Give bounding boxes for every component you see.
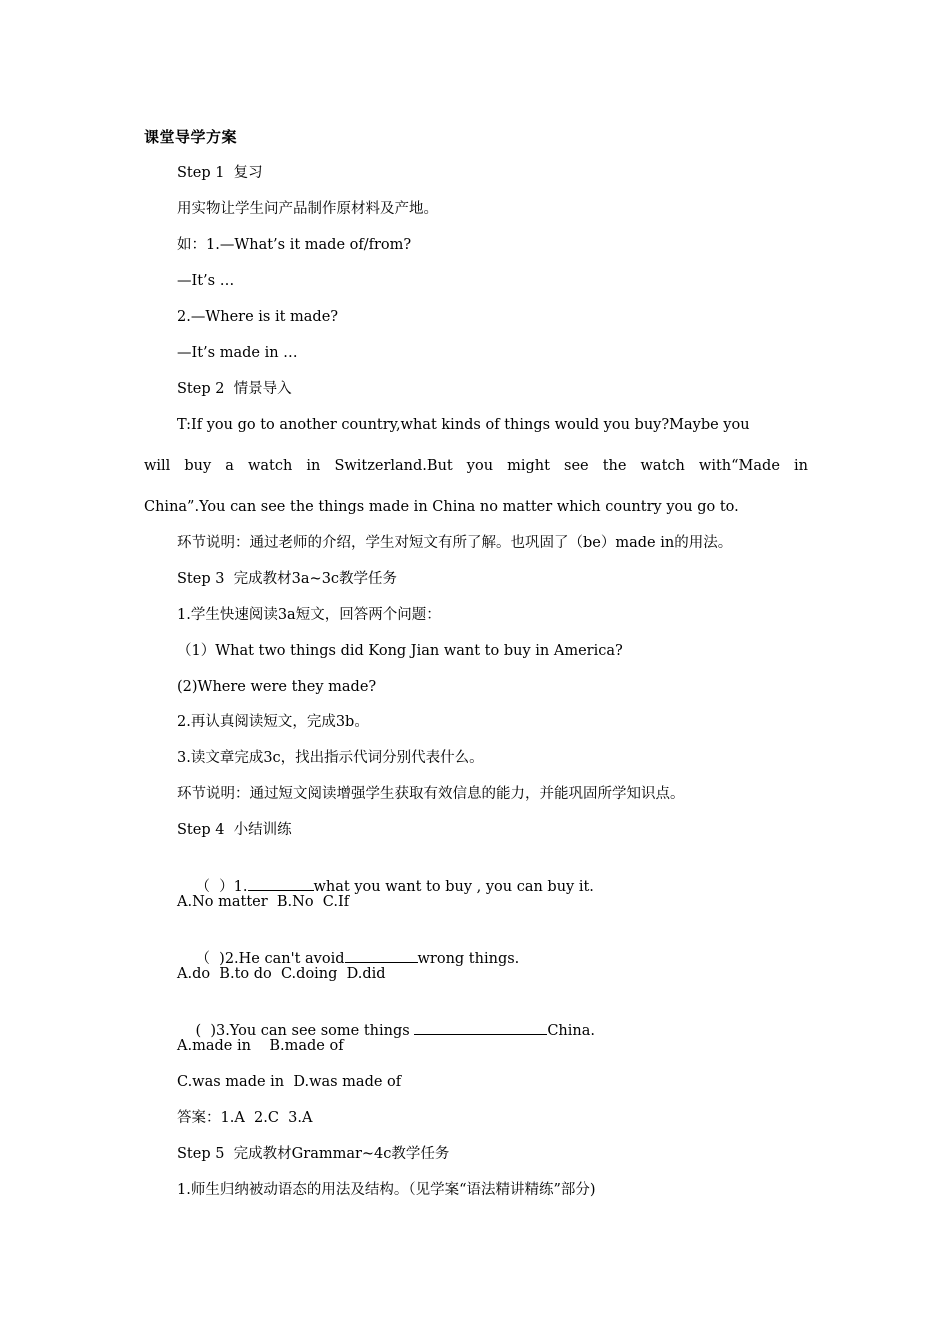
- q1-blank: [248, 876, 314, 891]
- step-5-heading: Step 5 完成教材Grammar~4c教学任务: [177, 1146, 450, 1162]
- step-2-note: 环节说明：通过老师的介绍，学生对短文有所了解。也巩固了（be）made in的用法。: [177, 535, 733, 551]
- step-3-task-1: 1.学生快速阅读3a短文，回答两个问题：: [177, 607, 441, 623]
- step-1-heading: Step 1 复习: [177, 165, 263, 181]
- q3-suffix: China.: [547, 1023, 595, 1039]
- step-3-note: 环节说明：通过短文阅读增强学生获取有效信息的能力，并能巩固所学知识点。: [177, 786, 685, 802]
- exercise-options-2: A.do B.to do C.doing D.did: [177, 966, 386, 982]
- justified-word: in: [793, 458, 808, 474]
- q1-suffix: what you want to buy , you can buy it.: [313, 879, 594, 895]
- step-3-question-1: （1）What two things did Kong Jian want to buy in America?: [177, 643, 623, 659]
- justified-word: in: [306, 458, 321, 474]
- example-answer-1: —It’s …: [177, 273, 235, 289]
- step-1-text: 用实物让学生问产品制作原材料及产地。: [177, 201, 438, 217]
- intro-paragraph-line-1: T:If you go to another country,what kinds of things would you buy?Maybe you: [177, 417, 750, 433]
- exercise-options-3a: A.made in B.made of: [177, 1038, 344, 1054]
- answer-key: 答案：1.A 2.C 3.A: [177, 1110, 313, 1126]
- page-title: 课堂导学方案: [144, 128, 238, 146]
- example-question-1: 如：1.—What’s it made of/from?: [177, 237, 412, 253]
- exercise-options-1: A.No matter B.No C.If: [177, 894, 350, 910]
- q2-suffix: wrong things.: [417, 951, 520, 967]
- justified-word: Switzerland.But: [334, 458, 453, 474]
- justified-word: watch: [640, 458, 685, 474]
- step-2-heading: Step 2 情景导入: [177, 381, 292, 397]
- justified-word: the: [602, 458, 627, 474]
- example-question-2: 2.—Where is it made?: [177, 309, 339, 325]
- step-4-heading: Step 4 小结训练: [177, 822, 292, 838]
- example-answer-2: —It’s made in …: [177, 345, 298, 361]
- justified-word: watch: [247, 458, 293, 474]
- step-3-task-3: 3.读文章完成3c，找出指示代词分别代表什么。: [177, 750, 484, 766]
- justified-word: buy: [184, 458, 212, 474]
- justified-word: with“Made: [698, 458, 780, 474]
- exercise-options-3b: C.was made in D.was made of: [177, 1074, 402, 1090]
- justified-word: a: [225, 458, 234, 474]
- step-3-question-2: (2)Where were they made?: [177, 679, 377, 695]
- justified-word: will: [144, 458, 171, 474]
- intro-paragraph-line-3-text: China”.You can see the things made in China no matter which country you go to.: [144, 499, 739, 515]
- q3-prefix: ( )3.You can see some things: [195, 1023, 415, 1039]
- step-5-task-1: 1.师生归纳被动语态的用法及结构。（见学案“语法精讲精练”部分): [177, 1182, 596, 1198]
- justified-word: might: [507, 458, 550, 474]
- q3-blank: [414, 1020, 547, 1035]
- q1-prefix: （ ）1.: [195, 879, 248, 895]
- step-3-task-2: 2.再认真阅读短文，完成3b。: [177, 714, 369, 730]
- q2-prefix: （ )2.He can't avoid: [195, 951, 345, 967]
- justified-word: see: [564, 458, 589, 474]
- justified-words: [144, 456, 808, 476]
- justified-word: you: [466, 458, 494, 474]
- q2-blank: [345, 948, 418, 963]
- step-3-heading: Step 3 完成教材3a~3c教学任务: [177, 571, 398, 587]
